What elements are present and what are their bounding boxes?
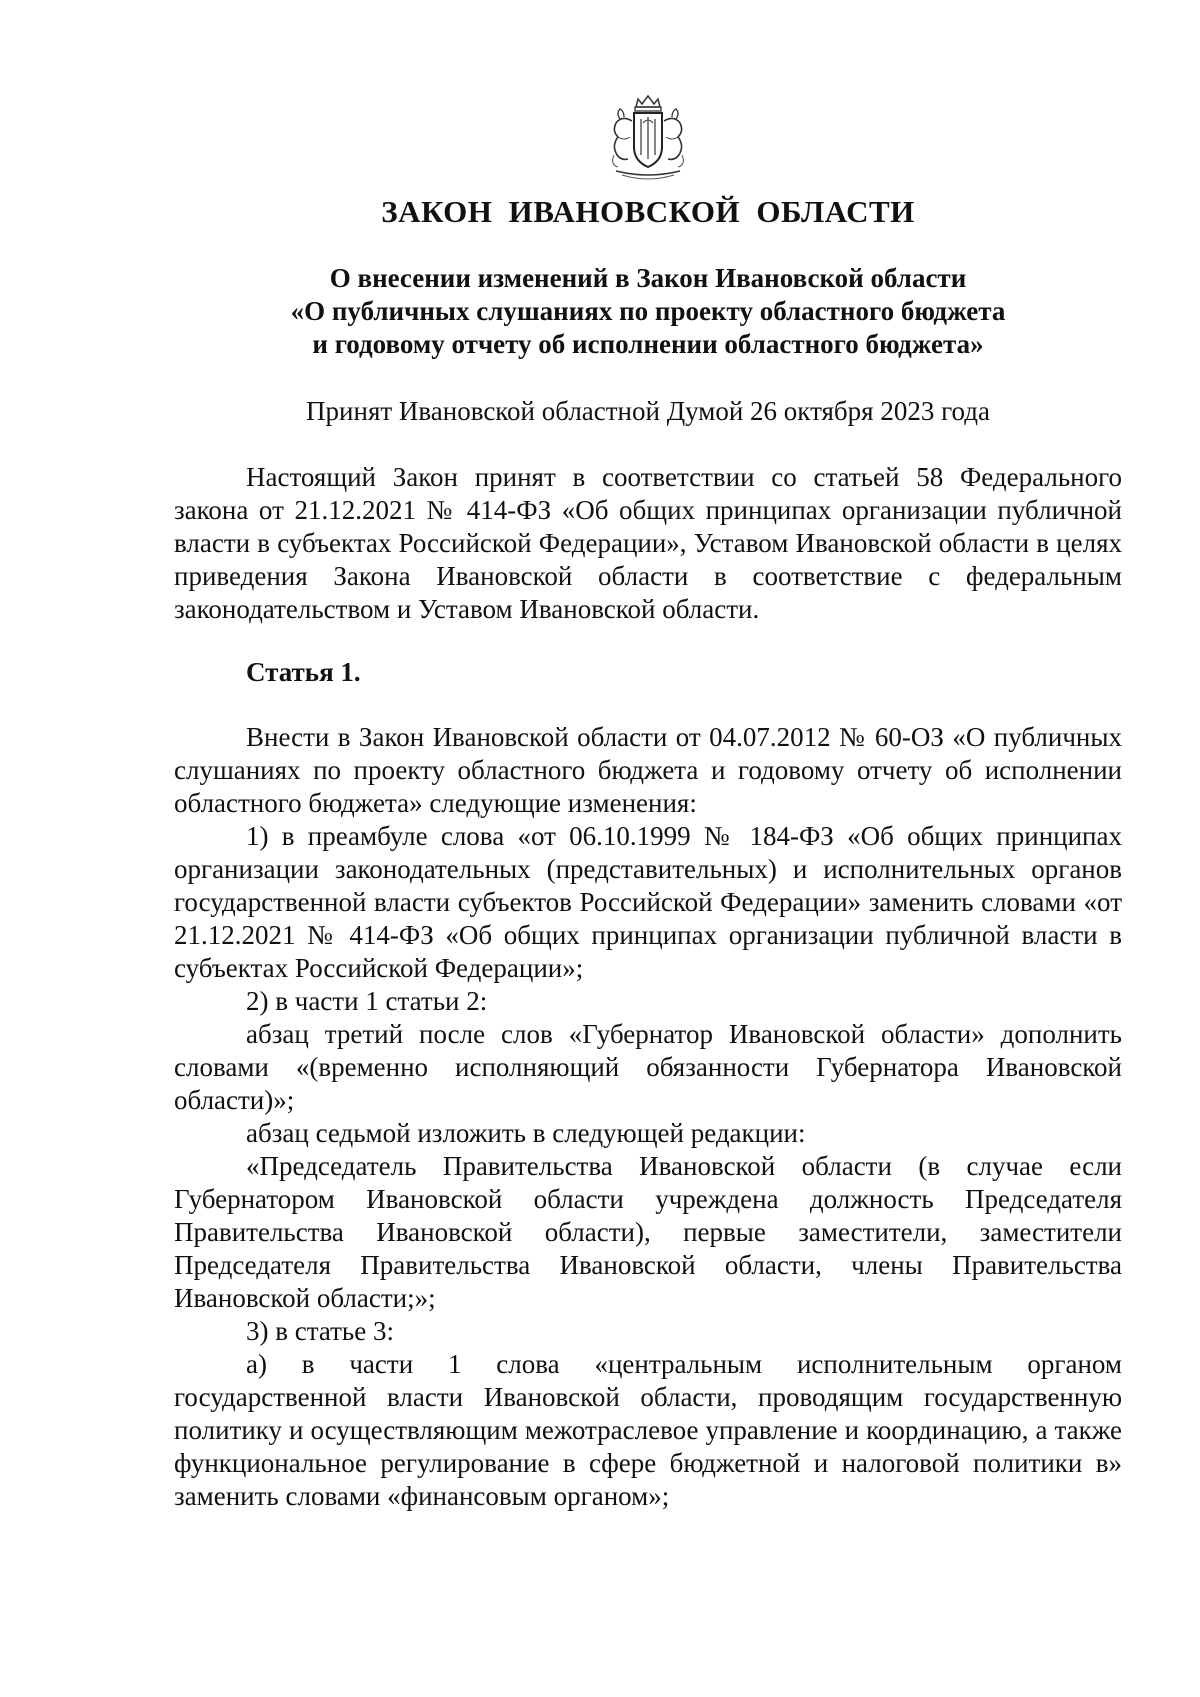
subtitle-line: «О публичных слушаниях по проекту областного бюджета xyxy=(290,296,1006,326)
article-paragraph: абзац седьмой изложить в следующей редакции: xyxy=(246,1118,806,1148)
preamble xyxy=(174,461,1122,626)
article-paragraph: 3) в статье 3: xyxy=(246,1316,394,1346)
article-paragraph: «Председатель Правительства Ивановской области (в случае если Губернатором Ивановской области учреждена должность Председателя Правительства Ивановской области), первые заместители, заместители Председателя Правительства Ивановской области, члены Правительства Ивановской области;»; xyxy=(174,1151,1122,1313)
subtitle-line: и годовому отчету об исполнении областного бюджета» xyxy=(312,329,984,359)
law-subtitle xyxy=(174,262,1122,361)
coat-of-arms-icon xyxy=(598,93,698,183)
article-paragraph: 1) в преамбуле слова «от 06.10.1999 № 184-ФЗ «Об общих принципах организации законодательных (представительных) и исполнительных органов государственной власти субъектов Российской Федерации» заменить словами «от 21.12.2021 № 414-ФЗ «Об общих принципах организации публичной власти в субъектах Российской Федерации»; xyxy=(174,821,1122,983)
preamble-paragraph: Настоящий Закон принят в соответствии со статьей 58 Федерального закона от 21.12.2021 № 414-ФЗ «Об общих принципах организации публичной власти в субъектах Российской Федерации», Уставом Ивановской области в целях приведения Закона Ивановской области в соответствие с федеральным законодательством и Уставом Ивановской области. xyxy=(174,462,1122,624)
article-heading: Статья 1. xyxy=(246,657,361,687)
article-paragraph: а) в части 1 слова «центральным исполнительным органом государственной власти Ивановской области, проводящим государственную политику и осуществляющим межотраслевое управление и координацию, а также функциональное регулирование в сфере бюджетной и налоговой политики в» заменить словами «финансовым органом»; xyxy=(174,1349,1122,1511)
document-page xyxy=(174,0,1122,1697)
article-paragraph: абзац третий после слов «Губернатор Ивановской области» дополнить словами «(временно исполняющий обязанности Губернатора Ивановской области)»; xyxy=(174,1019,1122,1115)
subtitle-line: О внесении изменений в Закон Ивановской области xyxy=(329,263,967,293)
adoption-date-line: Принят Ивановской областной Думой 26 октября 2023 года xyxy=(306,396,990,426)
article-paragraph: Внести в Закон Ивановской области от 04.07.2012 № 60-ОЗ «О публичных слушаниях по проекту областного бюджета и годовому отчету об исполнении областного бюджета» следующие изменения: xyxy=(174,722,1122,818)
law-title: ЗАКОН ИВАНОВСКОЙ ОБЛАСТИ xyxy=(381,194,915,229)
article-paragraph: 2) в части 1 статьи 2: xyxy=(246,986,488,1016)
article-body xyxy=(174,721,1122,1513)
